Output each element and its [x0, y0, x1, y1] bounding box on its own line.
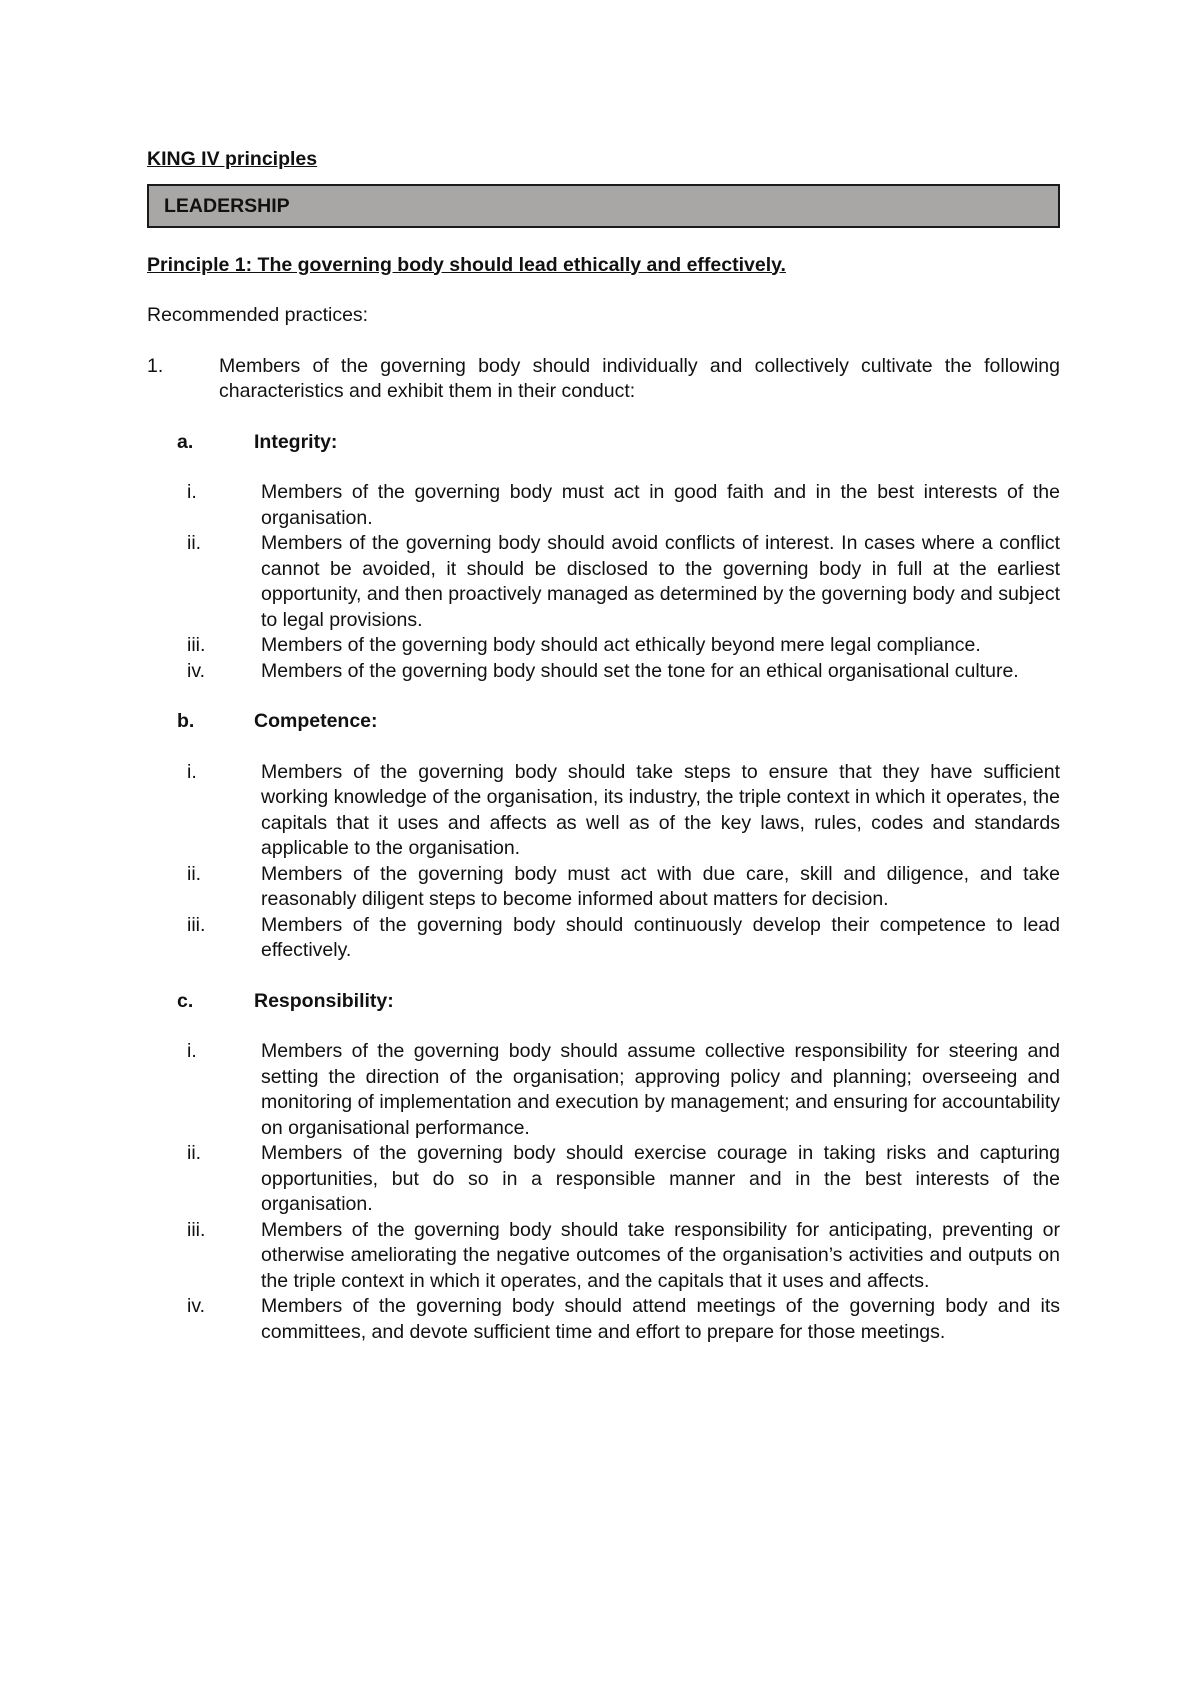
item-number: iii.	[187, 913, 206, 936]
section-letter: b.	[177, 710, 195, 732]
item-number: i.	[187, 481, 197, 503]
section-heading-competence	[177, 709, 1060, 735]
item-number: ii.	[187, 1142, 202, 1164]
item-number: i.	[187, 760, 197, 783]
document-body	[147, 147, 1060, 1345]
item-text: Members of the governing body should exercise courage in taking risks and capturing opportunities, but do so in a responsible manner and in the best interests of the organisation.	[261, 1142, 1060, 1215]
item-number: iii.	[187, 634, 206, 656]
list-item	[187, 1294, 1060, 1345]
item-text: Members of the governing body should take responsibility for anticipating, preventing or otherwise ameliorating the negative outcomes of the organisation’s activities and outputs on the triple context in which it operates, and the capitals that it uses and affects.	[261, 1218, 1060, 1292]
list-item	[187, 1141, 1060, 1218]
section-title: Competence:	[254, 710, 378, 732]
item-text: Members of the governing body must act in good faith and in the best interests of the organisation.	[261, 481, 1060, 529]
principle-heading: Principle 1: The governing body should lead ethically and effectively.	[147, 253, 786, 276]
section-banner: LEADERSHIP	[147, 184, 1060, 228]
list-item	[187, 862, 1060, 913]
list-item	[187, 633, 1060, 659]
practice-item	[147, 354, 1060, 405]
item-list-responsibility	[187, 1039, 1060, 1345]
item-list-competence	[187, 760, 1060, 964]
item-text: Members of the governing body should take steps to ensure that they have sufficient working knowledge of the organisation, its industry, the triple context in which it operates, the capitals that it uses and affects as well as of the key laws, rules, codes and standards applicable to the organisation.	[261, 760, 1060, 859]
list-item	[187, 1218, 1060, 1295]
item-number: ii.	[187, 532, 202, 554]
practice-number: 1.	[147, 354, 164, 377]
item-number: ii.	[187, 862, 202, 885]
item-text: Members of the governing body should act ethically beyond mere legal compliance.	[261, 634, 981, 656]
item-number: i.	[187, 1040, 197, 1062]
section-title: Integrity:	[254, 430, 338, 453]
item-text: Members of the governing body should continuously develop their competence to lead effectively.	[261, 913, 1060, 961]
list-item	[187, 1039, 1060, 1141]
item-text: Members of the governing body should assume collective responsibility for steering and setting the direction of the organisation; approving policy and planning; overseeing and monitoring of implementation and execution by management; and ensuring for accountability on organisational performance.	[261, 1040, 1060, 1139]
section-heading-integrity	[177, 430, 1060, 456]
item-number: iii.	[187, 1218, 206, 1241]
item-list-integrity	[187, 480, 1060, 684]
list-item	[187, 480, 1060, 531]
list-item	[187, 531, 1060, 633]
section-title: Responsibility:	[254, 989, 394, 1012]
practice-text: Members of the governing body should individually and collectively cultivate the following characteristics and exhibit them in their conduct:	[219, 354, 1060, 402]
list-item	[187, 659, 1060, 685]
item-text: Members of the governing body should avoid conflicts of interest. In cases where a conflict cannot be avoided, it should be disclosed to the governing body in full at the earliest opportunity, and then proactively managed as determined by the governing body and subject to legal provisions.	[261, 532, 1060, 631]
recommended-practices-label: Recommended practices:	[147, 304, 369, 326]
section-letter: c.	[177, 989, 194, 1012]
item-number: iv.	[187, 659, 206, 682]
item-text: Members of the governing body should attend meetings of the governing body and its committees, and devote sufficient time and effort to prepare for those meetings.	[261, 1295, 1060, 1343]
item-number: iv.	[187, 1295, 206, 1317]
section-letter: a.	[177, 430, 194, 453]
list-item	[187, 760, 1060, 862]
item-text: Members of the governing body should set the tone for an ethical organisational culture.	[261, 659, 1019, 682]
document-title: KING IV principles	[147, 148, 318, 170]
list-item	[187, 913, 1060, 964]
item-text: Members of the governing body must act with due care, skill and diligence, and take reasonably diligent steps to become informed about matters for decision.	[261, 862, 1060, 910]
section-heading-responsibility	[177, 989, 1060, 1015]
